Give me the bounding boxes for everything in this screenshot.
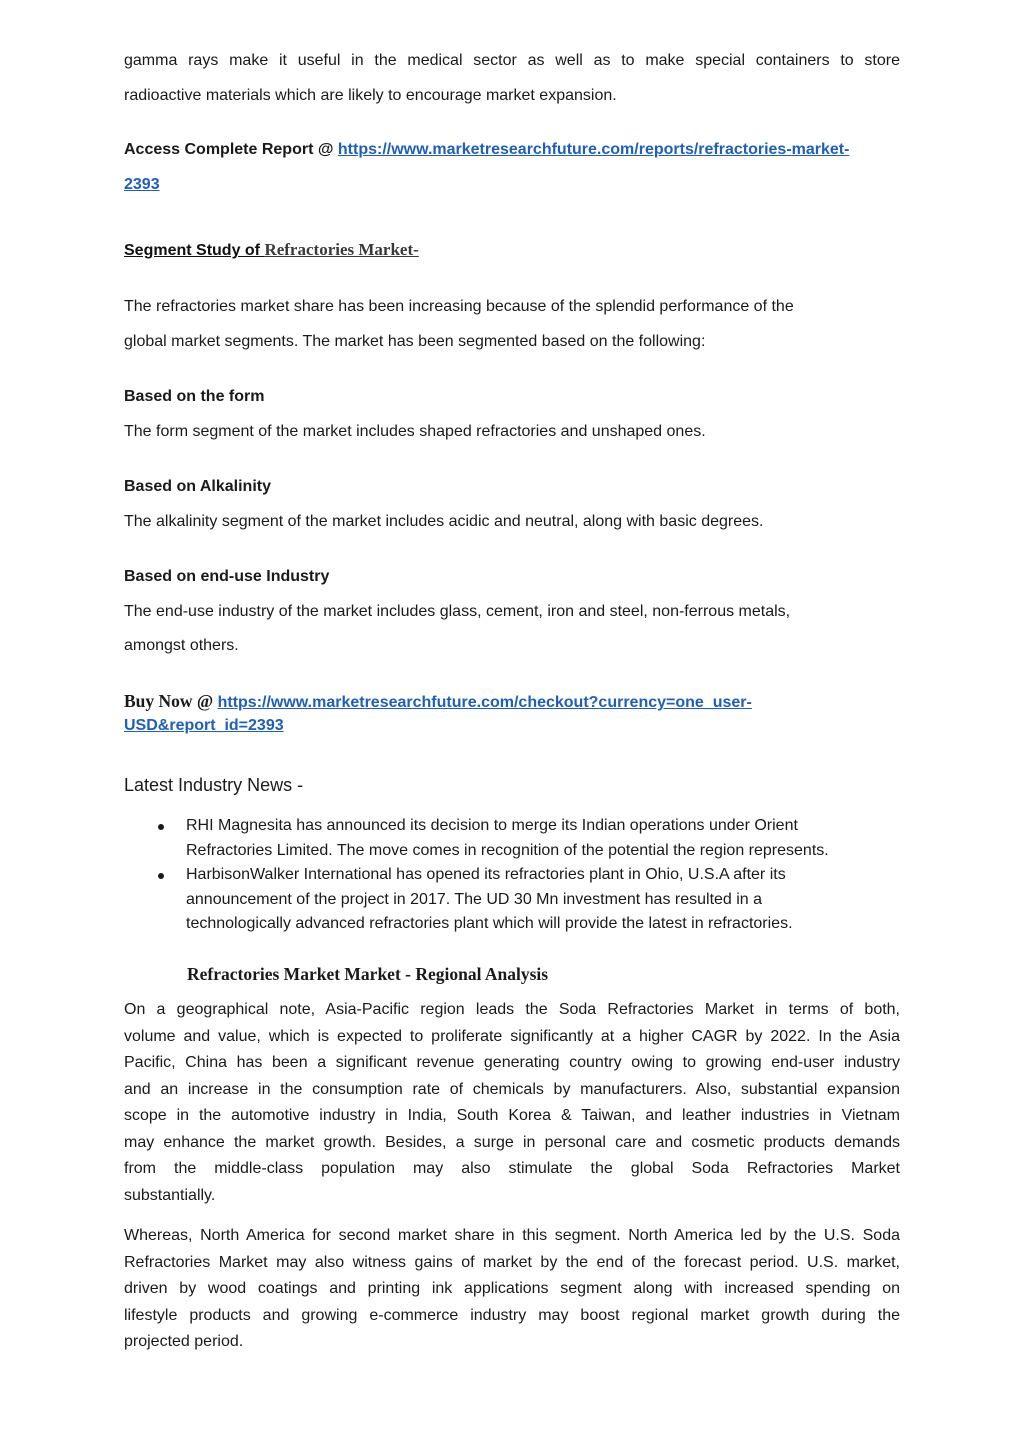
buy-now-label: Buy Now @ [124, 691, 218, 711]
form-heading: Based on the form [124, 388, 265, 405]
list-item [124, 863, 900, 937]
news-item-1-line-1: RHI Magnesita has announced its decision to merge its Indian operations under Orient [186, 817, 798, 834]
news-item-2-line-1: HarbisonWalker International has opened its refractories plant in Ohio, U.S.A after its [186, 866, 786, 883]
list-item [124, 814, 900, 863]
segment-intro-line-2: global market segments. The market has been segmented based on the following: [124, 332, 706, 350]
segment-heading-prefix: Segment Study of [124, 242, 265, 259]
regional-paragraph-1 [124, 997, 900, 1209]
segment-form [124, 380, 900, 449]
news-list [124, 814, 900, 937]
intro-line-1: gamma rays make it useful in the medical sector as well as to make special containers to store [124, 52, 900, 69]
regional-p1-line: scope in the automotive industry in India, South Korea & Taiwan, and leather industries in Vietnam [124, 1107, 900, 1124]
regional-p1-line: Pacific, China has been a significant revenue generating country owing to growing end-user industry [124, 1054, 900, 1071]
regional-title: Refractories Market Market - Regional Analysis [187, 964, 549, 984]
intro-paragraph [124, 44, 900, 113]
segment-intro [124, 290, 900, 359]
bullet-icon [158, 824, 164, 830]
intro-line-2: radioactive materials which are likely to encourage market expansion. [124, 86, 617, 104]
report-link-continued[interactable]: 2393 [124, 175, 160, 193]
access-report-label: Access Complete Report @ [124, 141, 338, 158]
access-report [124, 133, 900, 202]
regional-p1-line: from the middle-class population may also stimulate the global Soda Refractories Market [124, 1160, 900, 1177]
news-section [124, 772, 900, 937]
buy-now [124, 690, 900, 737]
enduse-heading: Based on end-use Industry [124, 568, 330, 585]
buy-link-continued[interactable]: USD&report_id=2393 [124, 717, 284, 734]
regional-p2-line: lifestyle products and growing e-commerce industry may boost regional market growth during the [124, 1306, 900, 1324]
access-report-line-2 [124, 168, 900, 203]
buy-now-line-1 [124, 690, 900, 714]
regional-p2-line: Whereas, North America for second market share in this segment. North America led by the U.S. Soda [124, 1227, 900, 1244]
segment-heading-accent: Refractories Market- [264, 240, 419, 259]
regional-p2-line: projected period. [124, 1333, 244, 1350]
segment-enduse [124, 560, 900, 664]
segment-alkalinity [124, 470, 900, 539]
segment-heading [124, 240, 900, 260]
news-item-2-line-3: technologically advanced refractories plant which will provide the latest in refractories. [186, 915, 793, 932]
regional-p1-line: volume and value, which is expected to proliferate significantly at a higher CAGR by 2022. In the Asia [124, 1027, 900, 1045]
alkalinity-heading: Based on Alkalinity [124, 478, 271, 495]
regional-section [124, 961, 900, 1356]
report-link[interactable]: https://www.marketresearchfuture.com/reports/refractories-market- [337, 141, 850, 158]
regional-p2-line: Refractories Market may also witness gains of market by the end of the forecast period. U.S. market, [124, 1253, 900, 1271]
regional-p1-line: may enhance the market growth. Besides, a surge in personal care and cosmetic products demands [124, 1133, 900, 1151]
regional-p1-line: substantially. [124, 1186, 216, 1204]
bullet-icon [158, 873, 164, 879]
news-title: Latest Industry News - [124, 775, 304, 795]
news-item-2-line-2: announcement of the project in 2017. The UD 30 Mn investment has resulted in a [186, 890, 763, 908]
buy-now-line-2 [124, 714, 900, 737]
news-item-1-line-2: Refractories Limited. The move comes in recognition of the potential the region represents. [186, 841, 829, 859]
regional-p1-line: On a geographical note, Asia-Pacific region leads the Soda Refractories Market in terms of both, [124, 1001, 900, 1018]
buy-link[interactable]: https://www.marketresearchfuture.com/checkout?currency=one_user- [217, 694, 752, 711]
alkalinity-text: The alkalinity segment of the market includes acidic and neutral, along with basic degrees. [124, 512, 764, 530]
enduse-text-line-1: The end-use industry of the market includes glass, cement, iron and steel, non-ferrous metals, [124, 602, 791, 620]
regional-p2-line: driven by wood coatings and printing ink applications segment along with increased spending on [124, 1280, 900, 1297]
enduse-text-line-2: amongst others. [124, 637, 239, 654]
regional-p1-line: and an increase in the consumption rate of chemicals by manufacturers. Also, substantial expansion [124, 1080, 900, 1098]
form-text: The form segment of the market includes shaped refractories and unshaped ones. [124, 422, 706, 440]
segment-intro-line-1: The refractories market share has been increasing because of the splendid performance of the [124, 298, 794, 315]
access-report-line [124, 133, 900, 168]
regional-paragraph-2 [124, 1223, 900, 1356]
